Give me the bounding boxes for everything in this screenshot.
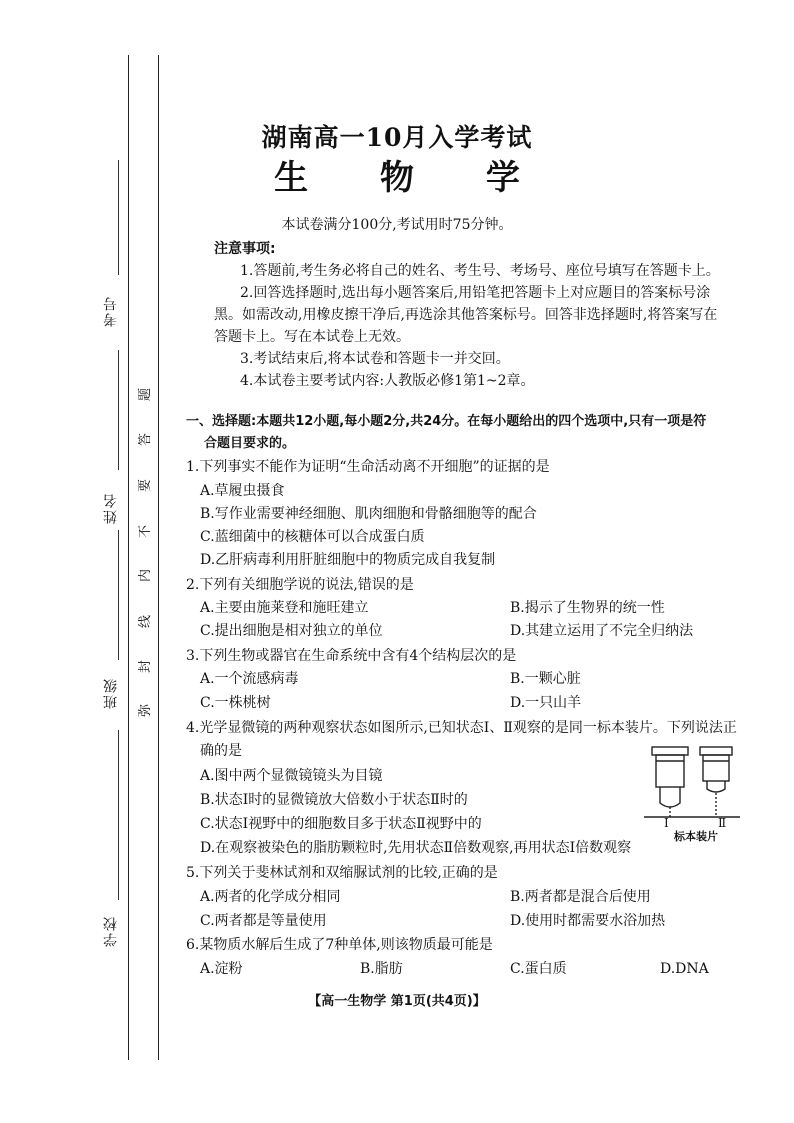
exam-title: 湖南高一10月入学考试 [261, 123, 533, 152]
question-stem: 3.下列生物或器官在生命系统中含有4个结构层次的是 [186, 648, 517, 664]
school-line [118, 730, 119, 900]
seal-char: 内 [138, 568, 154, 583]
question-stem: 4.光学显微镜的两种观察状态如图所示,已知状态Ⅰ、Ⅱ观察的是同一标本装片。下列说法正 [186, 720, 737, 736]
option-c: C.提出细胞是相对独立的单位 [200, 623, 383, 639]
option-b: B.写作业需要神经细胞、肌肉细胞和骨骼细胞等的配合 [200, 506, 537, 522]
question-stem: 1.下列事实不能作为证明“生命活动离不开细胞”的证据的是 [186, 459, 550, 475]
option-a: A.主要由施莱登和施旺建立 [200, 600, 369, 616]
option-a: A.一个流感病毒 [200, 671, 299, 687]
subject-title: 生 物 学 [274, 158, 550, 198]
option-a: A.图中两个显微镜镜头为目镜 [200, 768, 383, 784]
class-line [118, 530, 119, 660]
option-c: C.状态Ⅰ视野中的细胞数目多于状态Ⅱ视野中的 [200, 816, 482, 832]
option-c: C.一株桃树 [200, 695, 271, 711]
option-a: A.草履虫摄食 [200, 483, 285, 499]
option-d: D.乙肝病毒利用肝脏细胞中的物质完成自我复制 [200, 552, 496, 568]
exam-number-label: 考号 [103, 295, 119, 327]
seal-char: 答 [138, 432, 154, 447]
figure-label-i: Ⅰ [664, 816, 669, 830]
option-c: C.两者都是等量使用 [200, 913, 327, 929]
seal-char: 封 [138, 659, 154, 674]
seal-char: 弥 [138, 703, 154, 718]
option-c: C.蛋白质 [510, 961, 567, 977]
option-b: B.一颗心脏 [510, 671, 581, 687]
option-d: D.其建立运用了不完全归纳法 [510, 623, 694, 639]
class-label: 班级 [103, 677, 119, 709]
school-label: 学校 [103, 915, 119, 947]
name-line [118, 350, 119, 470]
notice-item: 1.答题前,考生务必将自己的姓名、考生号、考场号、座位号填写在答题卡上。 [240, 263, 720, 279]
figure-label-ii: Ⅱ [718, 816, 727, 830]
seal-char: 要 [138, 478, 154, 493]
option-a: A.两者的化学成分相同 [200, 889, 341, 905]
option-d: D.使用时都需要水浴加热 [510, 913, 666, 929]
notice-item: 4.本试卷主要考试内容:人教版必修1第1~2章。 [240, 373, 535, 389]
question-stem-cont: 确的是 [200, 743, 242, 759]
question-stem: 2.下列有关细胞学说的说法,错误的是 [186, 577, 414, 593]
figure-caption: 标本装片 [674, 830, 718, 843]
name-label: 姓名 [103, 492, 119, 524]
page-footer: 【高一生物学 第1页(共4页)】 [308, 994, 486, 1009]
question-stem: 6.某物质水解后生成了7种单体,则该物质最可能是 [186, 937, 493, 953]
notice-item: 黑。如需改动,用橡皮擦干净后,再选涂其他答案标号。回答非选择题时,将答案写在 [214, 307, 718, 323]
option-d: D.一只山羊 [510, 695, 582, 711]
exam-meta: 本试卷满分100分,考试用时75分钟。 [281, 217, 513, 233]
option-b: B.揭示了生物界的统一性 [510, 600, 665, 616]
notice-item: 3.考试结束后,将本试卷和答题卡一并交回。 [240, 351, 510, 367]
binding-line-outer [128, 55, 129, 1060]
notice-item: 答题卡上。写在本试卷上无效。 [214, 329, 410, 345]
option-d: D.DNA [660, 961, 709, 977]
question-stem: 5.下列关于斐林试剂和双缩脲试剂的比较,正确的是 [186, 865, 498, 881]
seal-char: 线 [138, 614, 154, 629]
section-heading-cont: 合题目要求的。 [204, 436, 296, 451]
notice-item: 2.回答选择题时,选出每小题答案后,用铅笔把答题卡上对应题目的答案标号涂 [240, 285, 711, 301]
section-heading: 一、选择题:本题共12小题,每小题2分,共24分。在每小题给出的四个选项中,只有一项是符 [186, 414, 707, 429]
notice-heading: 注意事项: [214, 241, 276, 257]
option-b: B.两者都是混合后使用 [510, 889, 651, 905]
option-a: A.淀粉 [200, 961, 243, 977]
seal-char: 题 [138, 387, 154, 402]
seal-char: 不 [138, 524, 154, 539]
option-b: B.脂肪 [360, 961, 403, 977]
option-c: C.蓝细菌中的核糖体可以合成蛋白质 [200, 529, 425, 545]
option-b: B.状态Ⅰ时的显微镜放大倍数小于状态Ⅱ时的 [200, 792, 468, 808]
binding-line-inner [158, 55, 159, 1060]
option-d: D.在观察被染色的脂肪颗粒时,先用状态Ⅱ倍数观察,再用状态Ⅰ倍数观察 [200, 840, 632, 856]
